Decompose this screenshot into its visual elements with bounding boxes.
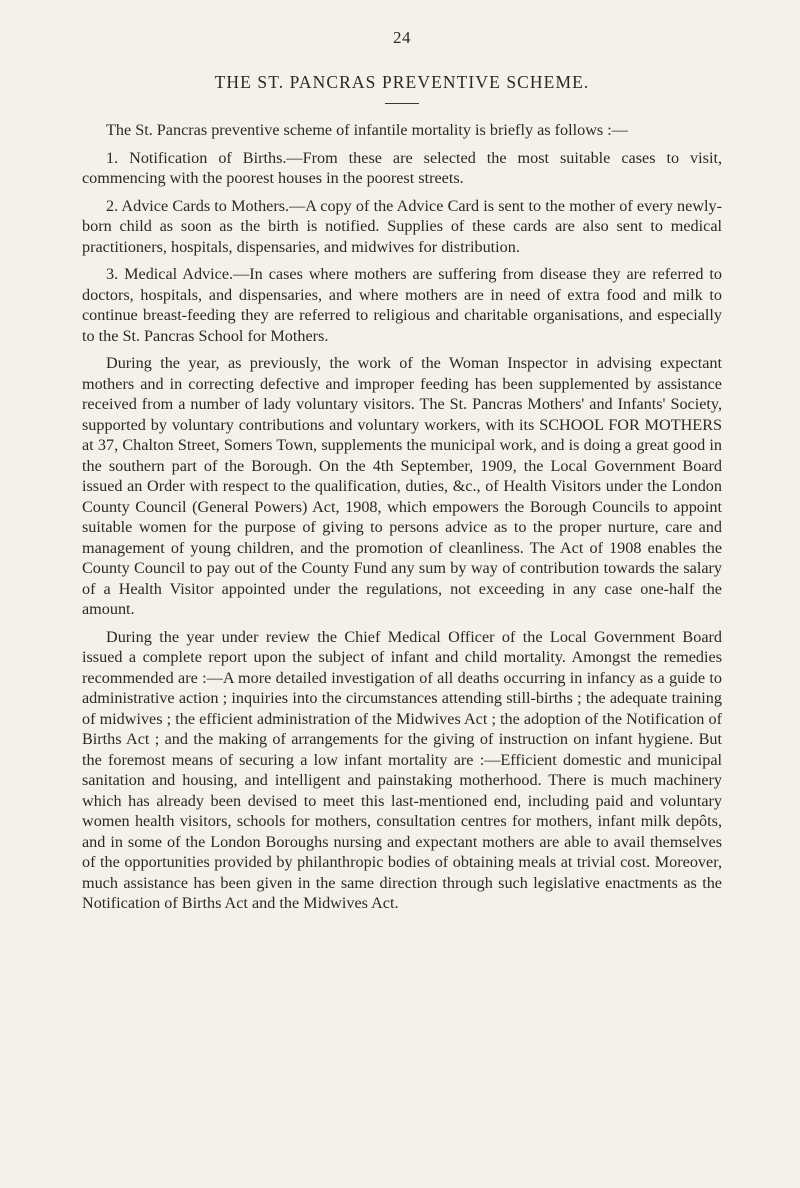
notification-of-births-paragraph: 1. Notification of Births.—From these are selected the most suitable cases to visit, commencing with the poorest houses in the poorest streets.: [82, 148, 722, 187]
page-title: THE ST. PANCRAS PREVENTIVE SCHEME.: [214, 72, 590, 92]
document-page: [82, 28, 722, 921]
woman-inspector-paragraph: During the year, as previously, the work of the Woman Inspector in advising expectant mothers and in correcting defective and improper feeding has been supplemented by assistance received from a number of lady voluntary visitors. The St. Pancras Mothers' and Infants' Society, supported by voluntary contributions and voluntary workers, with its SCHOOL FOR MOTHERS at 37, Chalton Street, Somers Town, supplements the municipal work, and is doing a great good in the southern part of the Borough. On the 4th September, 1909, the Local Government Board issued an Order with respect to the qualification, duties, &c., of Health Visitors under the London County Council (General Powers) Act, 1908, which empowers the Borough Councils to appoint suitable women for the purpose of giving to persons advice as to the proper nurture, care and management of young children, and the promotion of cleanliness. The Act of 1908 enables the County Council to pay out of the County Fund any sum by way of contribution towards the salary of a Health Visitor appointed under the regulations, not exceeding in any case one-half the amount.: [82, 354, 722, 618]
advice-cards-paragraph: 2. Advice Cards to Mothers.—A copy of the Advice Card is sent to the mother of every newly-born child as soon as the birth is notified. Supplies of these cards are also sent to medical practitioners, hospitals, dispensaries, and midwives for distribution.: [82, 196, 722, 256]
intro-paragraph: The St. Pancras preventive scheme of infantile mortality is briefly as follows :—: [106, 121, 628, 139]
page-number: 24: [393, 28, 411, 47]
infant-mortality-report-paragraph: During the year under review the Chief Medical Officer of the Local Government Board issued a complete report upon the subject of infant and child mortality. Amongst the remedies recommended are :—A more detailed investigation of all deaths occurring in infancy as a guide to administrative action ; inquiries into the circumstances attending still-births ; the adequate training of midwives ; the efficient administration of the Midwives Act ; the adoption of the Notification of Births Act ; and the making of arrangements for the giving of instruction on infant hygiene. But the foremost means of securing a low infant mortality are :—Efficient domestic and municipal sanitation and housing, and intelligent and painstaking motherhood. There is much machinery which has already been devised to meet this last-mentioned end, including paid and voluntary women health visitors, schools for mothers, consultation centres for mothers, infant milk depôts, and in some of the London Boroughs nursing and expectant mothers are able to avail themselves of the opportunities provided by philanthropic bodies of obtaining meals at trivial cost. Moreover, much assistance has been given in the same direction through such legislative enactments as the Notification of Births Act and the Midwives Act.: [82, 627, 722, 912]
medical-advice-paragraph: 3. Medical Advice.—In cases where mothers are suffering from disease they are referred to doctors, hospitals, and dispensaries, and where mothers are in need of extra food and milk to continue breast-feeding they are referred to religious and charitable organisations, and especially to the St. Pancras School for Mothers.: [82, 265, 722, 345]
title-divider: [385, 103, 419, 104]
